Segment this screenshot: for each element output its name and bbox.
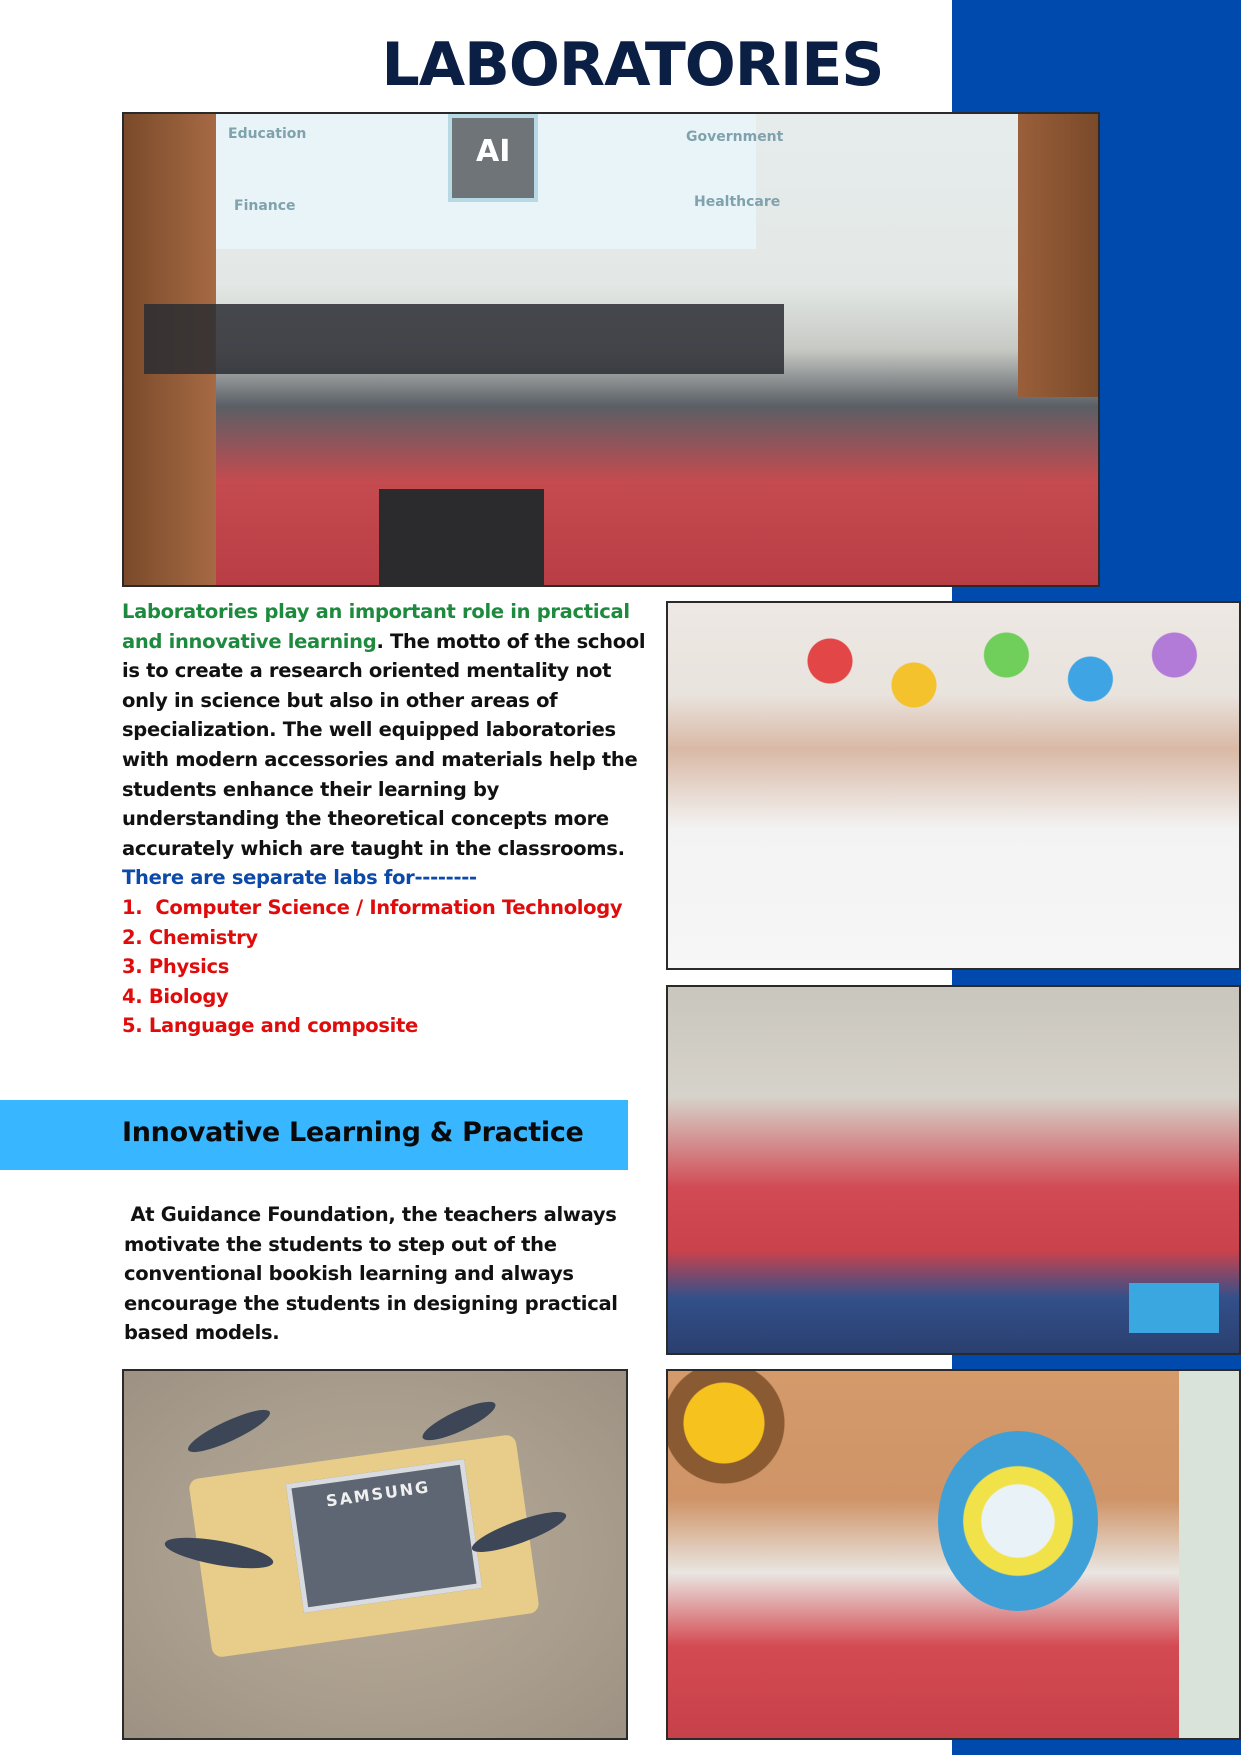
biology-lab-photo bbox=[666, 1369, 1241, 1740]
lab-item: 3. Physics bbox=[122, 955, 230, 979]
battery bbox=[286, 1459, 482, 1613]
labs-heading: There are separate labs for-------- bbox=[122, 866, 477, 890]
chemistry-lab-photo bbox=[666, 601, 1241, 970]
section-heading-bar bbox=[0, 1100, 628, 1170]
lab-item: 1. Computer Science / Information Technology bbox=[122, 895, 623, 919]
finance-label: Finance bbox=[234, 198, 296, 214]
drone-model-photo bbox=[122, 1369, 628, 1740]
education-label: Education bbox=[228, 126, 307, 142]
ai-label: AI bbox=[476, 134, 511, 169]
intro-paragraph bbox=[122, 597, 652, 1041]
computer-lab-photo bbox=[122, 112, 1100, 587]
intro-body: . The motto of the school is to create a research oriented mentality not only in science but also in other areas of specialization. The well equipped laboratories with modern accessories and materials help the students enhance their learning by understanding the theoretical concepts more accurately which are taught in the classrooms. bbox=[122, 629, 646, 860]
intro-highlight: Laboratories play an important role in practical and innovative learning bbox=[122, 600, 630, 653]
battery-brand-label: SAMSUNG bbox=[324, 1477, 432, 1511]
innovation-paragraph: At Guidance Foundation, the teachers always motivate the students to step out of the conventional bookish learning and always encourage the students in designing practical based models. bbox=[124, 1203, 625, 1345]
lab-item: 5. Language and composite bbox=[122, 1014, 418, 1038]
healthcare-label: Healthcare bbox=[694, 194, 781, 210]
lab-item: 4. Biology bbox=[122, 984, 229, 1008]
government-label: Government bbox=[686, 129, 784, 145]
projector-screen bbox=[216, 114, 784, 249]
section-heading: Innovative Learning & Practice bbox=[122, 1117, 584, 1148]
physics-lab-photo bbox=[666, 985, 1241, 1355]
lab-item: 2. Chemistry bbox=[122, 925, 258, 949]
page-title: LABORATORIES bbox=[381, 30, 884, 100]
